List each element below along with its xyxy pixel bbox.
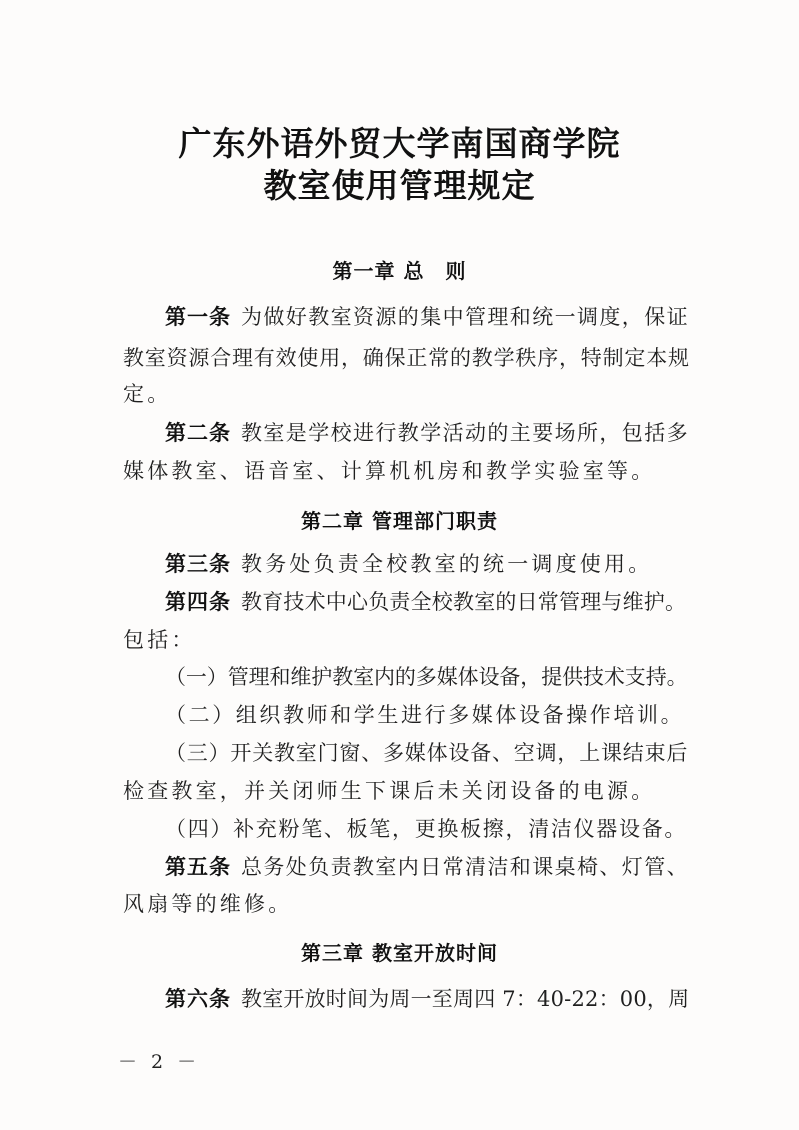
article-4-item-1: （一）管理和维护教室内的多媒体设备，提供技术支持。 [165,665,688,689]
article-5-text-1: 总务处负责教室内日常清洁和课桌椅、灯管、 [241,855,689,879]
document-title-line2: 教室使用管理规定 [263,166,536,205]
page-number: － 2 － [118,1051,201,1073]
article-1-line-1 [165,301,689,331]
article-4-line-2: 包括： [123,628,196,652]
article-1-label: 第一条 [165,305,231,329]
chapter-3-heading: 第三章 教室开放时间 [301,941,498,965]
article-5-line-2: 风扇等的维修。 [123,892,293,916]
article-3-label: 第三条 [165,552,231,576]
article-2-text-1: 教室是学校进行教学活动的主要场所，包括多 [241,421,689,445]
article-6-label: 第六条 [165,987,231,1011]
article-5-line-1 [165,851,689,881]
article-2-line-2: 媒体教室、语音室、计算机机房和教学实验室等。 [123,459,656,483]
article-6-line-1 [165,983,689,1013]
article-2-label: 第二条 [165,421,231,445]
article-4-item-2: （二）组织教师和学生进行多媒体设备操作培训。 [165,703,685,727]
article-1-text-1: 为做好教室资源的集中管理和统一调度，保证 [241,305,689,329]
document-title-line1: 广东外语外贸大学南国商学院 [178,124,621,163]
article-1-line-3: 定。 [123,382,172,406]
article-4-label: 第四条 [165,590,231,614]
article-6-text-1: 教室开放时间为周一至周四 7：40-22：00，周 [241,987,690,1011]
article-4-item-3-line-1: （三）开关教室门窗、多媒体设备、空调，上课结束后 [165,741,689,765]
article-3-line-1 [165,548,652,578]
article-5-label: 第五条 [165,855,231,879]
article-1-line-2: 教室资源合理有效使用，确保正常的教学秩序，特制定本规 [123,346,690,370]
chapter-2-heading: 第二章 管理部门职责 [301,509,498,533]
chapter-1-heading: 第一章 总 则 [332,259,467,283]
article-4-text-1: 教育技术中心负责全校教室的日常管理与维护。 [241,590,687,614]
article-4-line-1 [165,586,686,616]
article-4-item-4: （四）补充粉笔、板笔，更换板擦，清洁仪器设备。 [165,817,688,841]
article-2-line-1 [165,417,689,447]
article-4-item-3-line-2: 检查教室，并关闭师生下课后未关闭设备的电源。 [123,779,656,803]
article-3-text-1: 教务处负责全校教室的统一调度使用。 [241,552,653,576]
